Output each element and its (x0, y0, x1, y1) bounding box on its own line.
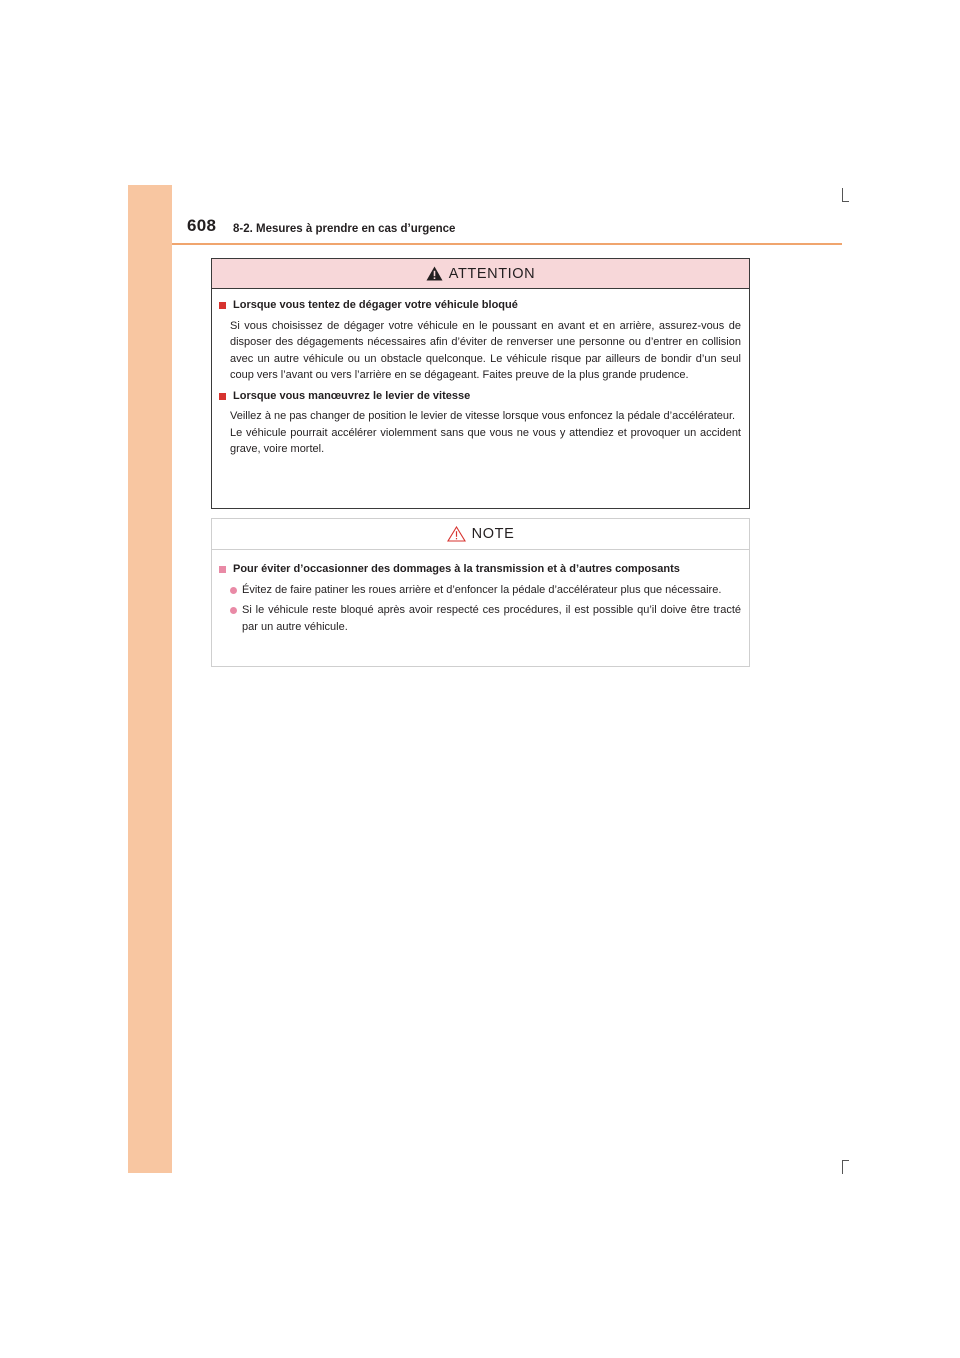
caution-header (212, 259, 749, 289)
note-label: NOTE (471, 526, 515, 542)
square-bullet-icon (219, 393, 226, 400)
dot-bullet-icon (230, 607, 237, 614)
warning-outline-icon (447, 526, 466, 542)
header-rule (172, 243, 842, 245)
note-bullet (230, 602, 741, 635)
crop-mark-top (842, 188, 843, 202)
caution-item-title (219, 388, 741, 405)
note-title-text: Pour éviter d’occasionner des dommages à la transmission et à d’autres composants (233, 563, 680, 575)
note-body (212, 550, 749, 635)
caution-item-title (219, 297, 741, 314)
caution-item-text: Le véhicule pourrait accélérer violemment sans que vous ne vous y attendiez et provoquer un accident grave, voire mortel. (230, 426, 741, 455)
section-title: 8-2. Mesures à prendre en cas d’urgence (233, 223, 456, 235)
dot-bullet-icon (230, 587, 237, 594)
caution-label: ATTENTION (448, 265, 536, 282)
caution-item (219, 297, 741, 384)
note-bullet-text: Si le véhicule reste bloqué après avoir respecté ces procédures, il est possible qu’il doive être tracté par un autre véhicule. (242, 604, 741, 633)
note-header (212, 519, 749, 550)
caution-item-title-text: Lorsque vous manœuvrez le levier de vitesse (233, 389, 471, 402)
crop-mark-bottom-tick (842, 1160, 849, 1161)
square-bullet-icon (219, 302, 226, 309)
caution-item-text: Veillez à ne pas changer de position le levier de vitesse lorsque vous enfoncez la pédale d’accélérateur. (230, 410, 736, 422)
chapter-side-band (128, 185, 172, 1173)
page-number: 608 (187, 216, 217, 235)
caution-item-title-text: Lorsque vous tentez de dégager votre véhicule bloqué (233, 299, 518, 311)
note-bullet (230, 582, 741, 599)
crop-mark-top-tick (842, 201, 849, 202)
caution-item (219, 388, 741, 458)
note-box (211, 518, 750, 667)
warning-icon (426, 266, 443, 281)
caution-item-text: Si vous choisissez de dégager votre véhicule en le poussant en avant et en arrière, assurez-vous de disposer des dégagements nécessaires afin d’éviter de renverser une personne ou d’entrer en collision avec un autre véhicule ou un obstacle quelconque. Le véhicule risque par ailleurs de bondir d’un seul coup vers l’avant ou vers l’arrière en se dégageant. Faites preuve de la plus grande prudence. (230, 319, 741, 381)
square-bullet-icon (219, 566, 226, 573)
crop-mark-bottom (842, 1160, 843, 1174)
caution-box (211, 258, 750, 509)
note-title (219, 561, 741, 578)
caution-body (212, 289, 749, 458)
note-bullet-text: Évitez de faire patiner les roues arrière et d’enfoncer la pédale d’accélérateur plus que nécessaire. (242, 583, 722, 596)
